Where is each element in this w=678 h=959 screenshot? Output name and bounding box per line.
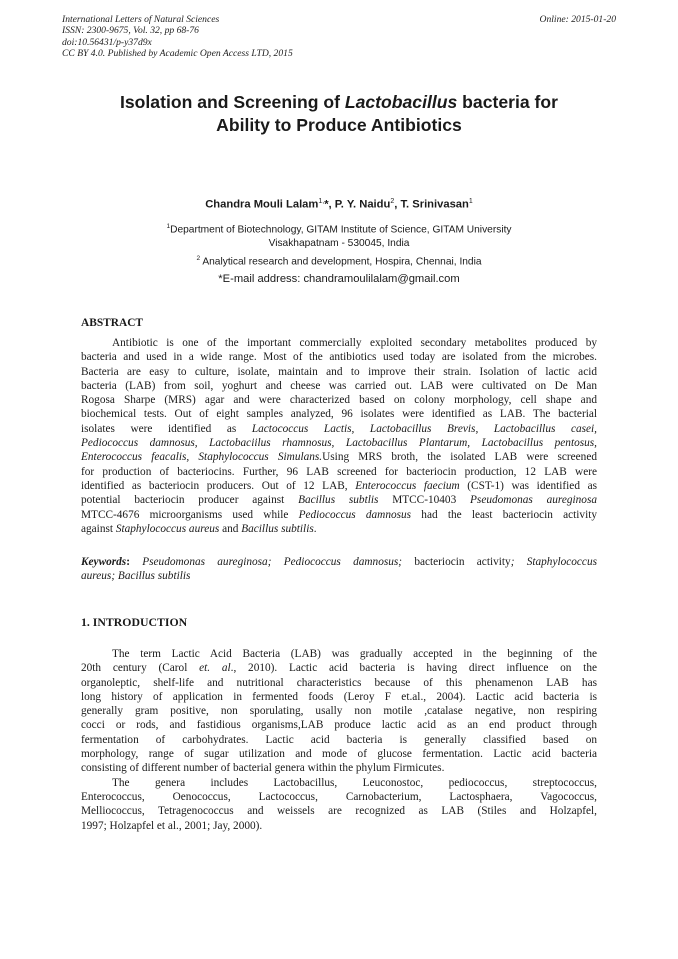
abstract-line: Pediococcus damnosus, Lactobaciilus rhamnosus, Lactobacillus Plantarum, Lactobacillus pentosus,: [81, 437, 597, 450]
abstract-heading: ABSTRACT: [81, 317, 144, 329]
author-1-mark: *,: [324, 198, 335, 211]
title-part-1: Isolation and Screening of: [120, 92, 345, 112]
intro-line: long history of application in fermented foods (Leroy F et.al., 2004). Lactic acid bacteria is: [81, 690, 597, 703]
intro-line: Melliococcus, Tetragenococcus and weissels are recognized as LAB (Stiles and Holzapfel,: [81, 805, 597, 818]
author-3-sup: 1: [468, 198, 473, 205]
abstract-line: MTCC-4676 microorganisms used while Pediococcus damnosus had the least bacteriocin activity: [81, 508, 598, 521]
author-1-sup: 1,: [318, 198, 325, 205]
intro-line: consisting of different number of bacterial genera within the phylum Firmicutes.: [81, 762, 445, 775]
abstract-line: against Staphylococcus aureus and Bacillus subtilis.: [81, 522, 317, 535]
affiliation-1-line-1: Department of Biotechnology, GITAM Institute of Science, GITAM University: [170, 224, 512, 236]
affiliation-2: [40, 252, 638, 269]
author-2-sup: 2: [390, 198, 395, 205]
keywords-line: aureus; Bacillus subtilis: [81, 570, 191, 583]
intro-line: The genera includes Lactobacillus, Leuconostoc, pediococcus, streptococcus,: [112, 776, 597, 789]
title-italic: Lactobacillus: [344, 92, 458, 112]
abstract-body: [81, 336, 597, 536]
intro-line: 20th century (Carol et. al., 2010). Lactic acid bacteria is having direct influence on the: [81, 662, 597, 675]
intro-line: 1997; Holzapfel et al., 2001; Jay, 2000).: [81, 819, 263, 832]
abstract-line: biochemical tests. Out of eight samples analyzed, 96 isolates were identified as LAB. The bacterial: [81, 408, 597, 421]
affiliation-2-text: Analytical research and development, Hospira, Chennai, India: [200, 256, 482, 268]
license-line: CC BY 4.0. Published by Academic Open Access LTD, 2015: [62, 47, 293, 59]
intro-line: fermentation of carbohydrates. Lactic acid bacteria is generally classified based on: [81, 733, 597, 746]
section-heading-introduction: 1. INTRODUCTION: [81, 615, 188, 629]
abstract-line: Bacteria are easy to culture, isolate, maintain and to improve their strain. Isolation of lactic acid: [81, 365, 597, 378]
intro-line: organoleptic, shelf-life and nutritional characteristics because of this phenamenon LAB has: [81, 676, 597, 689]
author-3: T. Srinivasan: [400, 198, 469, 211]
intro-line: morphology, range of sugar utilization and mode of glucose fermentation. Lactic acid bacteria: [81, 748, 597, 761]
journal-header: [62, 14, 293, 59]
journal-name: International Letters of Natural Sciences: [62, 14, 220, 25]
doi-line[interactable]: doi:10.56431/p-y37d9x: [62, 36, 152, 48]
author-list: [40, 198, 638, 211]
author-separator: ,: [394, 198, 401, 211]
introduction-body: [81, 647, 597, 833]
keywords: [81, 555, 597, 584]
email-address[interactable]: *E-mail address: chandramoulilalam@gmail.com: [218, 273, 460, 285]
issn-line: ISSN: 2300-9675, Vol. 32, pp 68-76: [62, 25, 199, 37]
title-part-2: bacteria for: [457, 92, 558, 112]
affiliation-1-line-2: Visakhapatnam - 530045, India: [268, 237, 410, 249]
affiliation-1-sup: 1: [166, 223, 171, 230]
keywords-label: Keywords: [81, 556, 127, 568]
abstract-line: bacteria and used in a wide range. Most of the antibiotics used today are isolated from the microbes.: [81, 351, 597, 364]
abstract-line: Antibiotic is one of the important commercially exploited secondary metabolites produced by: [112, 337, 597, 349]
paper-title: [40, 91, 638, 137]
affiliation-2-sup: 2: [196, 255, 201, 262]
abstract-line: for production of bacteriocins. Further, 96 LAB screened for bacteriocin production, 12 LAB were: [81, 465, 597, 478]
intro-line: generally gram positive, non sporulating, usally non motile ,catalase negative, non respiring: [81, 705, 597, 718]
online-date: Online: 2015-01-20: [539, 14, 616, 25]
title-line-2: Ability to Produce Antibiotics: [216, 115, 462, 135]
abstract-line: identified as bacteriocin producers. Out of 12 LAB, Enterococcus faecium (CST-1) was identified as: [81, 479, 597, 492]
author-2: P. Y. Naidu: [334, 198, 391, 211]
abstract-line: potential bacteriocin producer against Bacillus subtlis MTCC-10403 Pseudomonas aureginosa: [81, 494, 598, 507]
affiliation-1: [40, 220, 638, 250]
intro-line: The term Lactic Acid Bacteria (LAB) was gradually accepted in the beginning of the: [112, 648, 597, 660]
abstract-line: Enterococcus feacalis, Staphylococcus Simulans.Using MRS broth, the isolated LAB were screened: [81, 451, 597, 464]
author-1: Chandra Mouli Lalam: [205, 198, 319, 211]
abstract-line: bacteria (LAB) from soil, yoghurt and cheese was carried out. LAB were cultivated on De Man: [81, 379, 597, 392]
keywords-line: Keywords: Pseudomonas aureginosa; Pediococcus damnosus; bacteriocin activity; Staphylococcus: [81, 556, 597, 568]
intro-line: cocci or rods, and fastidious organisms,LAB produce lactic acid as an end product through: [81, 719, 597, 732]
abstract-line: isolates were identified as Lactococcus Lactis, Lactobacillus Brevis, Lactobacillus casei,: [81, 422, 597, 435]
abstract-line: Rogosa Sharpe (MRS) agar and were characterized based on colony morphology, cell shape and: [81, 394, 597, 407]
intro-line: Enterococcus, Oenococcus, Lactococcus, Carnobacterium, Lactosphaera, Vagococcus,: [81, 790, 597, 803]
